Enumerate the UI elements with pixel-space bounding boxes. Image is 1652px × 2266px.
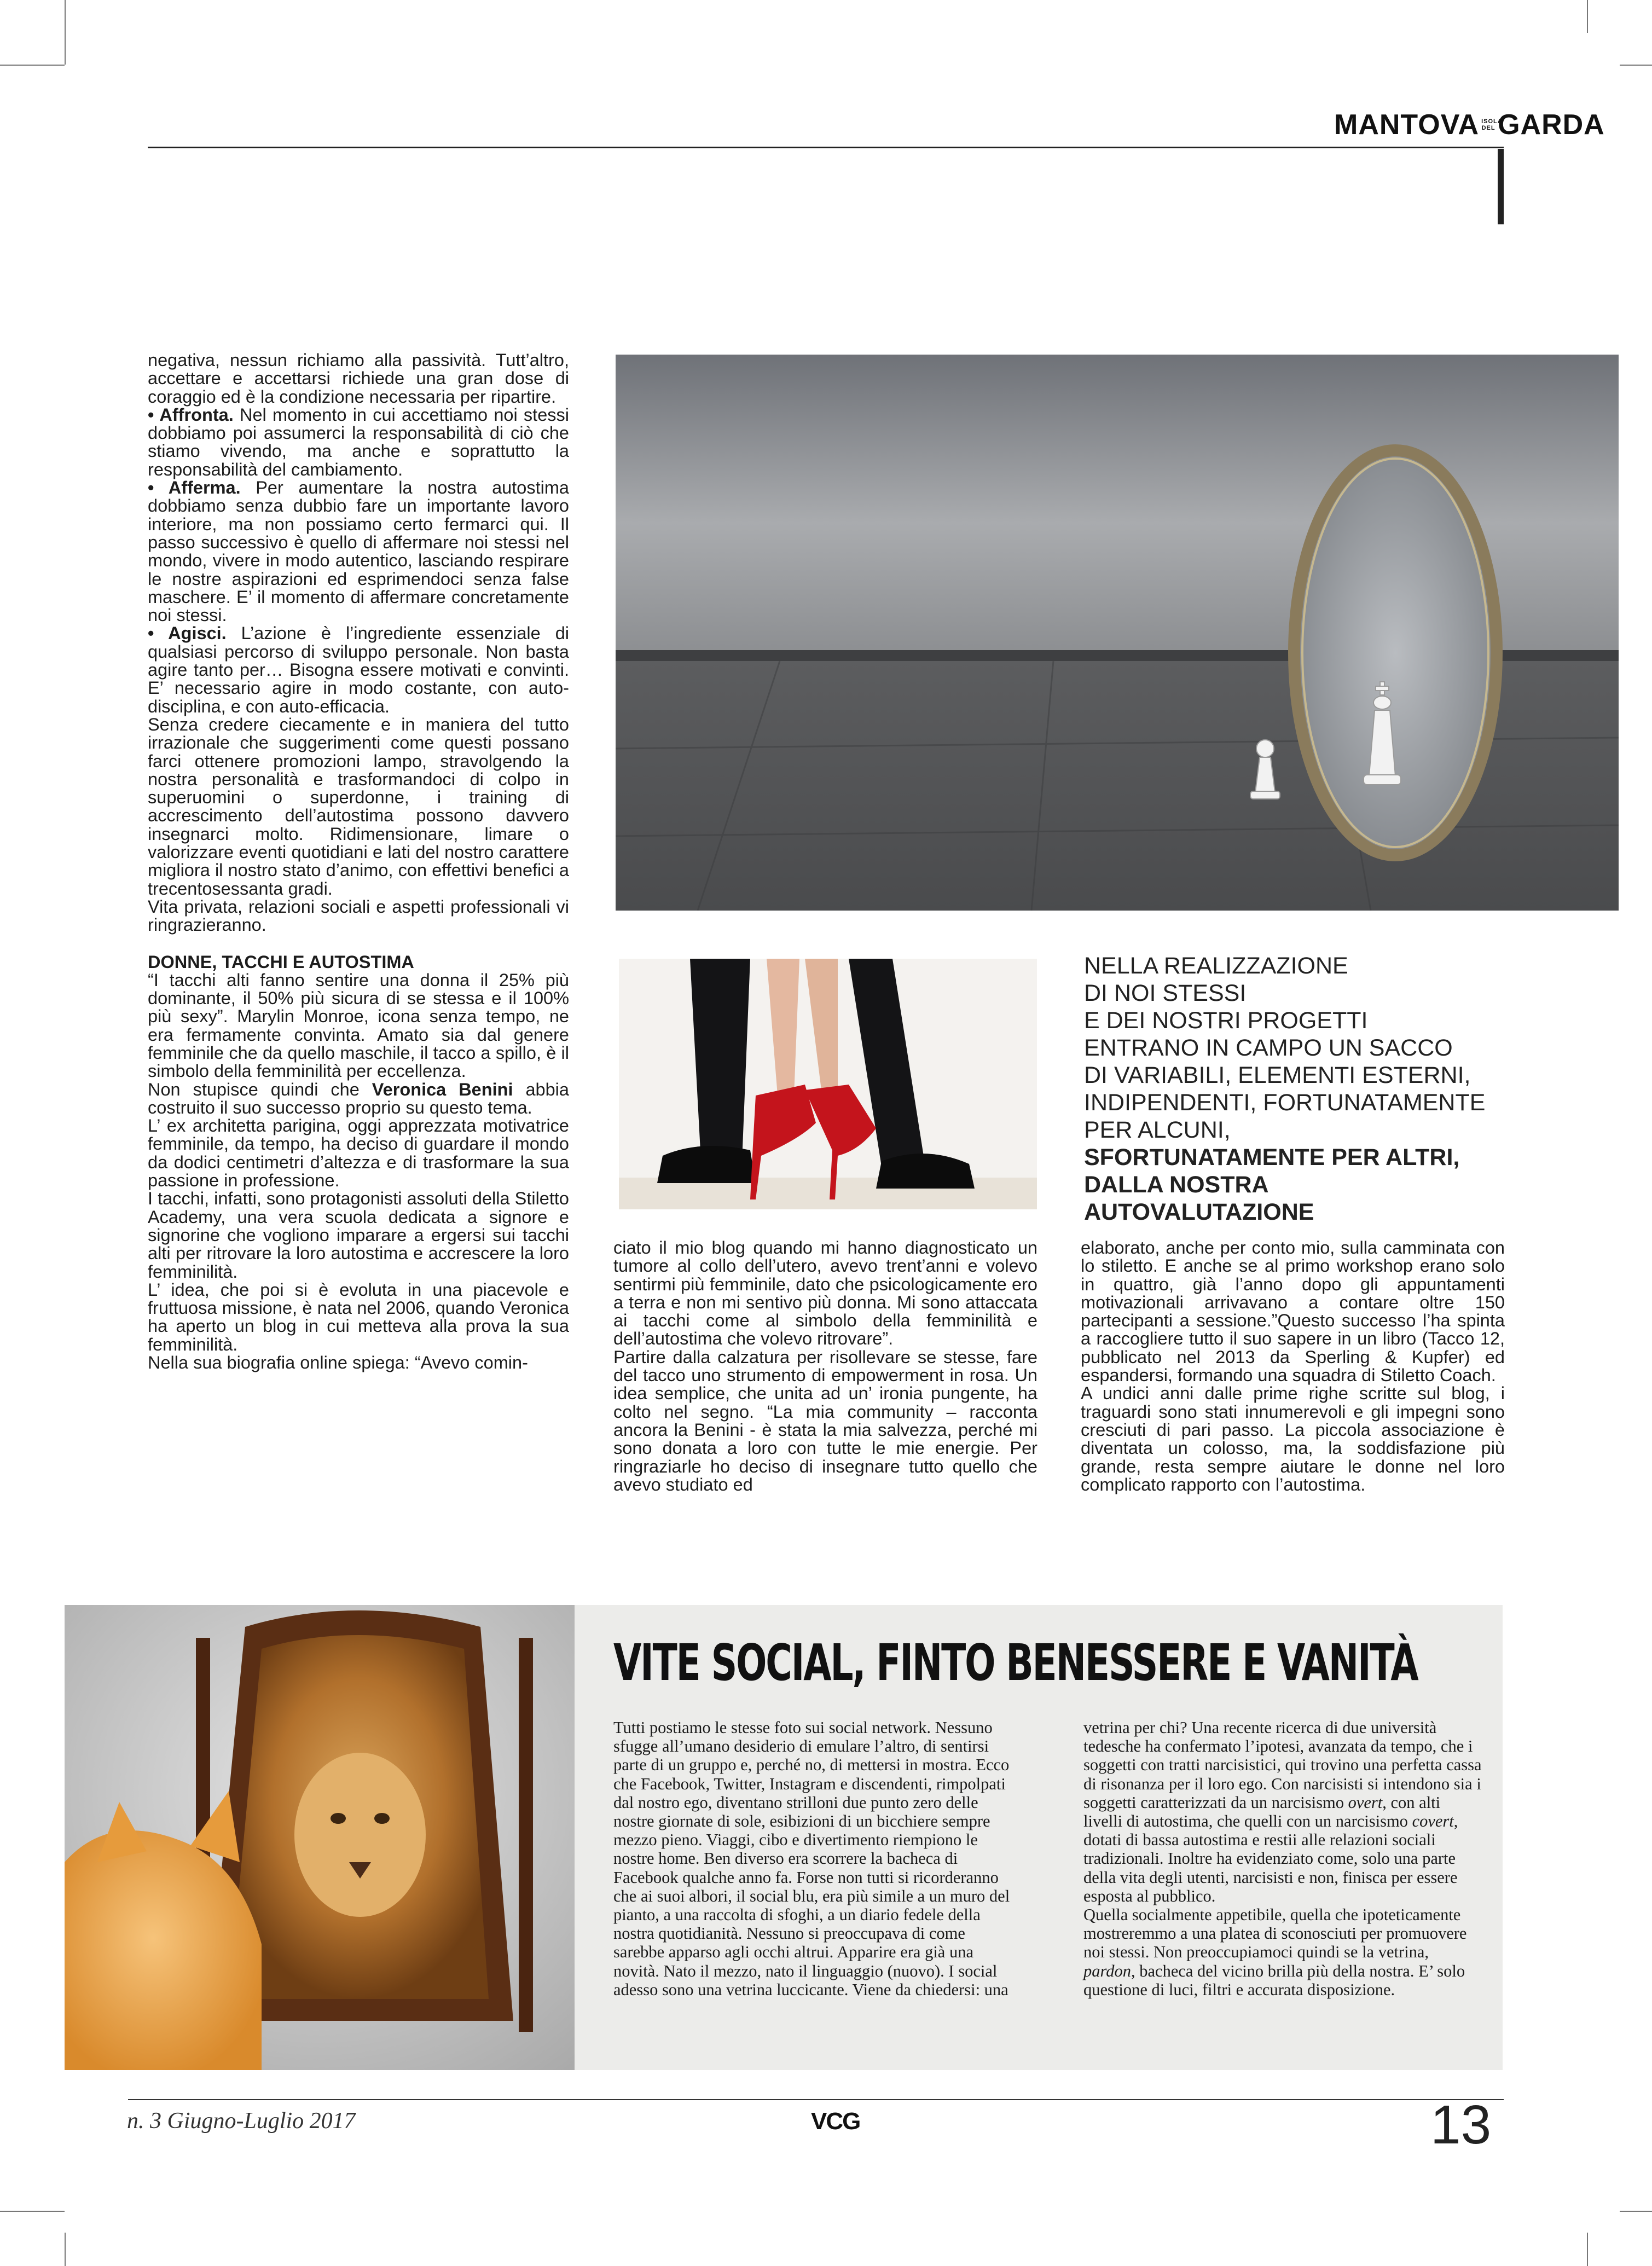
box-column-1: Tutti postiamo le stesse foto sui social network. Nessuno sfugge all’umano desiderio di emulare l’altro, di sentirsi parte di un gruppo e, perché no, di mettersi in mostra. Ecco che Facebook, Twitter, Instagram e discendenti, rimpolpati dal nostro ego, diventano strilloni due punto zero delle nostre giornate di sole, esibizioni di un bicchiere sempre mezzo pieno. Viaggi, cibo e divertimento riempiono le nostre home. Ben diverso era scorrere la bacheca di Facebook qualche anno fa. Forse non tutti si ricorderanno che ai suoi albori, il social blu, era più simile a un muro del pianto, a una raccolta di sfoghi, a un diario fedele della nostra quotidianità. Nessuno si preoccupava di come sarebbe apparso agli occhi altrui. Apparire era già una novità. Nato il mezzo, nato il linguaggio (nuovo). I social adesso sono una vetrina luccicante. Viene da chiedersi: una: [613, 1718, 1010, 1999]
issue-label: n. 3 Giugno-Luglio 2017: [127, 2108, 356, 2134]
crop-mark: [1587, 2233, 1588, 2266]
crop-mark: [0, 2211, 65, 2212]
header-accent-bar: [1498, 149, 1504, 224]
header-rule: [148, 147, 1504, 148]
heels-photo: [619, 959, 1037, 1209]
crop-mark: [65, 0, 66, 65]
left-column: negativa, nessun richiamo alla passività. Tutt’altro, accettare e accettarsi richiede una gran dose di coraggio ed è la condizione necessaria per ripartire. • Affronta. Nel momento in cui accettiamo noi stessi dobbiamo poi assumerci la responsabilità di ciò che stiamo vivendo, ma anche e soprattutto la responsabilità del cambiamento. • Afferma. Per aumentare la nostra autostima dobbiamo senza dubbio fare un importante lavoro interiore, ma non possiamo certo fermarci qui. Il passo successivo è quello di affermare noi stessi nel mondo, vivere in modo autentico, lasciando respirare le nostre aspirazioni ed esprimendoci senza false maschere. E’ il momento di affermare concretamente noi stessi. • Agisci. L’azione è l’ingrediente essenziale di qualsiasi percorso di sviluppo personale. Non basta agire tanto per… Bisogna essere motivati e convinti. E’ necessario agire in modo costante, con auto-disciplina, e con auto-efficacia. Senza credere ciecamente e in maniera del tutto irrazionale che suggerimenti come questi possano farci ottenere promozioni lampo, stravolgendo la nostra personalità e trasformandoci di colpo in superuomini o superdonne, i training di accrescimento dell’autostima possono davvero insegnarci molto. Ridimensionare, limare o valorizzare eventi quotidiani e lati del nostro carattere migliora il nostro stato d’animo, con effettivi benefici a trecentosessanta gradi. Vita privata, relazioni sociali e aspetti professionali vi ringrazieranno. DONNE, TACCHI E AUTOSTIMA “I tacchi alti fanno sentire una donna il 25% più dominante, il 50% più sicura di se stessa e il 100% più sexy”. Marylin Monroe, icona senza tempo, ne era fermamente convinta. Amato sia dal genere femminile che da quello maschile, il tacco a spillo, è il simbolo della femminilità per eccellenza. Non stupisce quindi che Veronica Benini abbia costruito il suo successo proprio su questo tema. L’ ex architetta parigina, oggi apprezzata motivatrice femminile, da tempo, ha deciso di guardare il mondo da dodici centimetri d’altezza e di trasformare la sua passione in professione. I tacchi, infatti, sono protagonisti assoluti della Stiletto Academy, una vera scuola dedicata a signore e signorine che vogliono imparare a ergersi sui tacchi alti per ritrovare la loro autostima e accrescere la loro femminilità. L’ idea, che poi si è evoluta in una piacevole e fruttuosa missione, è nata nel 2006, quando Veronica ha aperto un blog in cui metteva alla prova la sua femminilità. Nella sua biografia online spiega: “Avevo comin-: [148, 350, 570, 1373]
crop-mark: [65, 2233, 66, 2266]
crop-mark: [1620, 2211, 1652, 2212]
middle-column: ciato il mio blog quando mi hanno diagnosticato un tumore al collo dell’utero, avevo trent’anni e volevo sentirmi più femminile, dato che psicologicamente ero a terra e non mi sentivo più donna. Mi sono attaccata ai tacchi come al simbolo della femminilità e dell’autostima che volevo ritrovare”. Partire dalla calzatura per risollevare se stesse, fare del tacco uno strumento di empowerment in rosa. Un idea semplice, che unita ad un’ ironia pungente, ha colto nel segno. “La mia community – racconta ancora la Benini - è stata la mia salvezza, perché mi sono donata a loro con tutte le mie energie. Per ringraziarle ho deciso di insegnare tutto quello che avevo studiato ed: [613, 1238, 1037, 1494]
footer-rule: [128, 2099, 1504, 2100]
mirror-chess-photo: [616, 355, 1619, 911]
brand-sub: ISOLA DEL: [1481, 118, 1503, 131]
cat-lion-mirror-image: [65, 1605, 575, 2070]
crop-mark: [0, 65, 65, 66]
section-heading: DONNE, TACCHI E AUTOSTIMA: [148, 952, 414, 972]
brand-left: MANTOVA: [1334, 109, 1480, 141]
brand-right: GARDA: [1498, 109, 1605, 141]
box-column-2: vetrina per chi? Una recente ricerca di due università tedesche ha confermato l’ipotesi, avanzata da tempo, che i soggetti con tratti narcisistici, qui trovino una perfetta cassa di risonanza per il loro ego. Con narcisisti si intendono sia i soggetti caratterizzati da un narcisismo overt, con alti livelli di autostima, che quelli con un narcisismo covert, dotati di bassa autostima e restii alle relazioni sociali tradizionali. Inoltre ha evidenziato come, solo una parte della vita degli utenti, narcisisti e non, finisca per essere esposta al pubblico. Quella socialmente appetibile, quella che ipoteticamente mostreremmo a una platea di sconosciuti per promuovere noi stessi. Non preoccupiamoci quindi se la vetrina, pardon, bacheca del vicino brilla più della nostra. E’ solo questione di luci, filtri e accurata disposizione.: [1083, 1718, 1482, 1999]
pull-quote: NELLA REALIZZAZIONE DI NOI STESSI E DEI NOSTRI PROGETTI ENTRANO IN CAMPO UN SACCO DI VARIABILI, ELEMENTI ESTERNI, INDIPENDENTI, FORTUNATAMENTE PER ALCUNI, SFORTUNATAMENTE PER ALTRI, DALLA NOSTRA AUTOVALUTAZIONE: [1084, 953, 1486, 1225]
page-number: 13: [1430, 2094, 1492, 2155]
footer-logo: VCG: [811, 2108, 860, 2135]
magazine-brand: [1334, 108, 1605, 141]
crop-mark: [1587, 0, 1588, 33]
box-title: VITE SOCIAL, FINTO BENESSERE E VANITÀ: [613, 1633, 1418, 1692]
right-column: elaborato, anche per conto mio, sulla camminata con lo stiletto. E anche se al primo workshop erano solo in quattro, già l’anno dopo gli appuntamenti motivazionali arrivavano a contare oltre 150 partecipanti a sessione.”Questo successo l’ha spinta a raccogliere tutto il suo sapere in un libro (Tacco 12, pubblicato nel 2013 da Sperling & Kupfer) ed espandersi, formando una squadra di Stiletto Coach. A undici anni dalle prime righe scritte sul blog, i traguardi sono stati innumerevoli e gli impegni sono cresciuti di pari passo. La piccola associazione è diventata un colosso, ma, la soddisfazione più grande, resta sempre aiutare le donne nel loro complicato rapporto con l’autostima.: [1081, 1238, 1505, 1494]
crop-mark: [1620, 65, 1652, 66]
